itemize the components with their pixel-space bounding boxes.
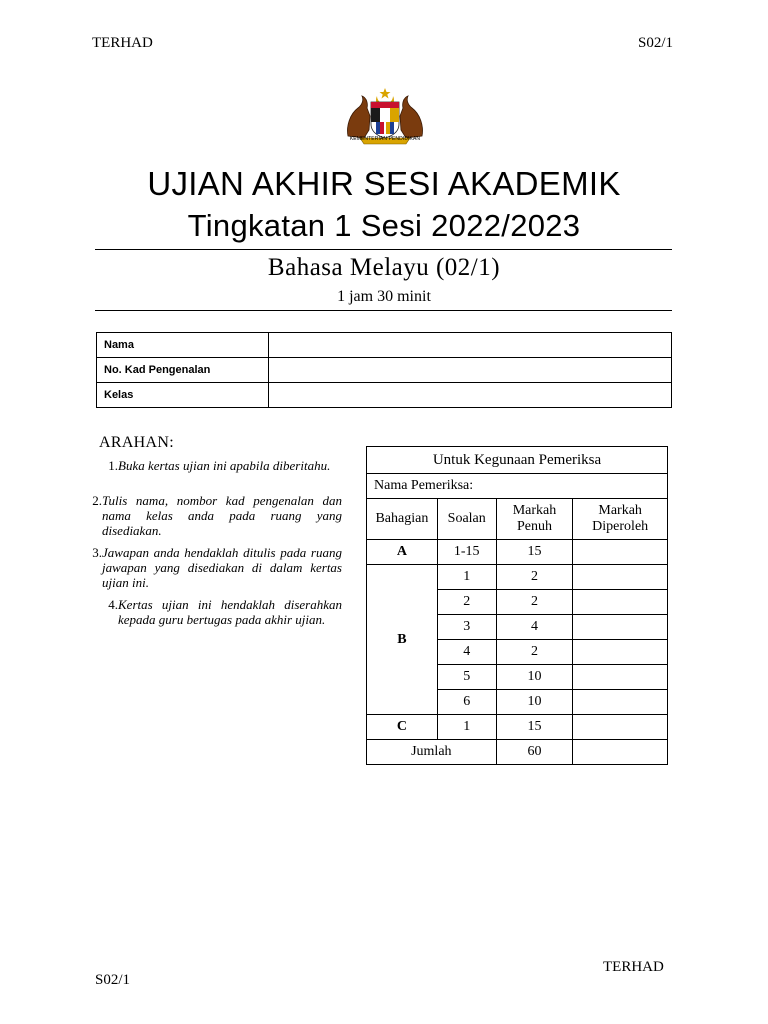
question-cell: 5 [437,665,496,690]
footer-paper-code: S02/1 [95,972,131,988]
question-cell: 1 [437,565,496,590]
column-header: Bahagian [367,499,438,540]
instruction-text: Tulis nama, nombor kad pengenalan dan nama kelas anda pada ruang yang disediakan. [102,493,342,538]
column-header: Soalan [437,499,496,540]
header-paper-code: S02/1 [638,35,674,51]
class-label: Kelas [97,383,269,408]
table-row [367,565,668,590]
candidate-info-table [96,332,672,408]
instruction-number: 1. [108,458,118,473]
instructions-heading: ARAHAN: [99,434,174,451]
section-label: A [367,540,438,565]
table-row [367,447,668,474]
total-obtained-cell[interactable] [573,740,668,765]
header-classification: TERHAD [92,35,153,51]
table-row [367,715,668,740]
full-marks-cell: 2 [496,640,573,665]
marks-obtained-cell[interactable] [573,615,668,640]
marks-obtained-cell[interactable] [573,640,668,665]
total-label: Jumlah [367,740,497,765]
instruction-text: Kertas ujian ini hendaklah diserahkan kepada guru bertugas pada akhir ujian. [118,597,342,627]
question-cell: 2 [437,590,496,615]
instruction-item [100,597,342,627]
examiner-name-field[interactable]: Nama Pemeriksa: [367,474,668,499]
marks-obtained-cell[interactable] [573,590,668,615]
full-marks-cell: 2 [496,565,573,590]
table-row [367,474,668,499]
marks-obtained-cell[interactable] [573,665,668,690]
marks-obtained-cell[interactable] [573,540,668,565]
exam-title: UJIAN AKHIR SESI AKADEMIK [147,165,621,202]
instruction-number: 3. [92,545,102,560]
instruction-item [84,545,342,590]
exam-subtitle: Tingkatan 1 Sesi 2022/2023 [187,208,581,243]
instruction-text: Buka kertas ujian ini apabila diberitahu. [118,458,331,473]
question-cell: 3 [437,615,496,640]
exam-duration: 1 jam 30 minit [337,288,431,305]
table-row [97,333,672,358]
full-marks-cell: 10 [496,665,573,690]
marks-obtained-cell[interactable] [573,690,668,715]
ministry-name: KEMENTERIAN PENDIDIKAN [349,136,421,142]
question-cell: 6 [437,690,496,715]
section-label: B [367,565,438,715]
section-label: C [367,715,438,740]
name-field[interactable] [269,333,672,358]
table-row [367,499,668,540]
divider-top [95,249,672,250]
question-cell: 1 [437,715,496,740]
total-marks-cell: 60 [496,740,573,765]
full-marks-cell: 2 [496,590,573,615]
question-cell: 4 [437,640,496,665]
ic-number-label: No. Kad Pengenalan [97,358,269,383]
table-row [367,740,668,765]
marks-obtained-cell[interactable] [573,715,668,740]
full-marks-cell: 4 [496,615,573,640]
ic-number-field[interactable] [269,358,672,383]
subject-title: Bahasa Melayu (02/1) [267,254,501,281]
column-header: Markah Penuh [496,499,573,540]
instruction-text: Jawapan anda hendaklah ditulis pada ruang jawapan yang disediakan di dalam kertas ujian ini. [102,545,342,590]
full-marks-cell: 15 [496,540,573,565]
full-marks-cell: 15 [496,715,573,740]
table-row [97,358,672,383]
full-marks-cell: 10 [496,690,573,715]
marks-obtained-cell[interactable] [573,565,668,590]
examiner-table-title: Untuk Kegunaan Pemeriksa [367,447,668,474]
column-header: Markah Diperoleh [573,499,668,540]
instruction-item [100,458,342,473]
divider-bottom [95,310,672,311]
instruction-item [84,493,342,538]
name-label: Nama [97,333,269,358]
table-row [97,383,672,408]
class-field[interactable] [269,383,672,408]
question-cell: 1-15 [437,540,496,565]
footer-classification: TERHAD [603,959,664,975]
examiner-marks-table [366,446,668,765]
table-row [367,540,668,565]
instruction-number: 4. [108,597,118,612]
instruction-number: 2. [92,493,102,508]
